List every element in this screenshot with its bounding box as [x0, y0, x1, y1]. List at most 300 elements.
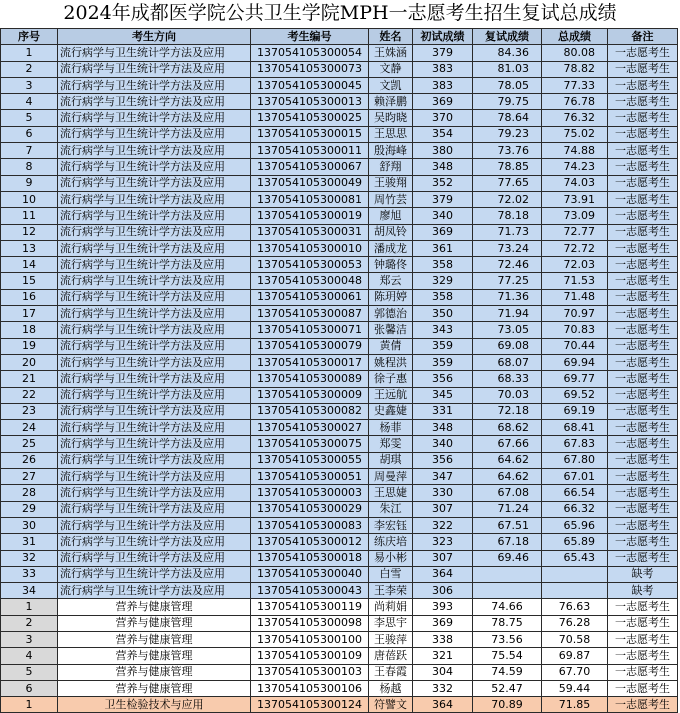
retest-score-cell: 77.65	[473, 175, 542, 191]
total-score-cell: 67.80	[542, 452, 608, 468]
total-score-cell: 74.23	[542, 159, 608, 175]
name-cell: 史鑫婕	[369, 403, 413, 419]
name-cell: 王思婕	[369, 485, 413, 501]
initial-score-cell: 306	[413, 583, 473, 599]
seq-cell: 3	[1, 631, 58, 647]
retest-score-cell: 64.62	[473, 469, 542, 485]
table-row	[1, 403, 678, 419]
table-row	[1, 648, 678, 664]
name-cell: 黄倩	[369, 338, 413, 354]
direction-cell: 流行病学与卫生统计学方法及应用	[58, 110, 251, 126]
note-cell: 一志愿考生	[608, 61, 678, 77]
note-cell: 一志愿考生	[608, 697, 678, 713]
total-score-cell: 75.02	[542, 126, 608, 142]
note-cell: 一志愿考生	[608, 240, 678, 256]
initial-score-cell: 307	[413, 501, 473, 517]
seq-cell: 17	[1, 306, 58, 322]
table-row	[1, 387, 678, 403]
seq-cell: 23	[1, 403, 58, 419]
exam-id-cell: 137054105300017	[251, 354, 369, 370]
note-cell: 一志愿考生	[608, 664, 678, 680]
name-cell: 周曼萍	[369, 469, 413, 485]
initial-score-cell: 354	[413, 126, 473, 142]
table-row	[1, 371, 678, 387]
retest-score-cell: 68.33	[473, 371, 542, 387]
total-score-cell: 71.85	[542, 697, 608, 713]
retest-score-cell: 74.59	[473, 664, 542, 680]
name-cell: 王姝涵	[369, 45, 413, 61]
direction-cell: 流行病学与卫生统计学方法及应用	[58, 94, 251, 110]
seq-cell: 9	[1, 175, 58, 191]
direction-cell: 卫生检验技术与应用	[58, 697, 251, 713]
exam-id-cell: 137054105300061	[251, 289, 369, 305]
seq-cell: 32	[1, 550, 58, 566]
retest-score-cell: 73.56	[473, 631, 542, 647]
initial-score-cell: 379	[413, 191, 473, 207]
seq-cell: 5	[1, 110, 58, 126]
total-score-cell: 70.58	[542, 631, 608, 647]
direction-cell: 流行病学与卫生统计学方法及应用	[58, 77, 251, 93]
seq-cell: 6	[1, 680, 58, 696]
name-cell: 胡凤铃	[369, 224, 413, 240]
total-score-cell: 78.82	[542, 61, 608, 77]
total-score-cell: 66.54	[542, 485, 608, 501]
direction-cell: 流行病学与卫生统计学方法及应用	[58, 273, 251, 289]
exam-id-cell: 137054105300124	[251, 697, 369, 713]
note-cell: 一志愿考生	[608, 615, 678, 631]
exam-id-cell: 137054105300015	[251, 126, 369, 142]
table-row	[1, 501, 678, 517]
retest-score-cell: 71.73	[473, 224, 542, 240]
initial-score-cell: 361	[413, 240, 473, 256]
initial-score-cell: 332	[413, 680, 473, 696]
initial-score-cell: 329	[413, 273, 473, 289]
name-cell: 杨越	[369, 680, 413, 696]
direction-cell: 流行病学与卫生统计学方法及应用	[58, 517, 251, 533]
name-cell: 周竹芸	[369, 191, 413, 207]
exam-id-cell: 137054105300051	[251, 469, 369, 485]
header-direction: 考生方向	[58, 29, 251, 45]
name-cell: 廖旭	[369, 208, 413, 224]
note-cell: 一志愿考生	[608, 550, 678, 566]
table-row	[1, 61, 678, 77]
direction-cell: 流行病学与卫生统计学方法及应用	[58, 550, 251, 566]
total-score-cell: 67.83	[542, 436, 608, 452]
exam-id-cell: 137054105300067	[251, 159, 369, 175]
retest-score-cell: 71.24	[473, 501, 542, 517]
initial-score-cell: 340	[413, 208, 473, 224]
table-row	[1, 420, 678, 436]
seq-cell: 6	[1, 126, 58, 142]
note-cell: 一志愿考生	[608, 224, 678, 240]
retest-score-cell: 78.64	[473, 110, 542, 126]
name-cell: 胡琪	[369, 452, 413, 468]
initial-score-cell: 347	[413, 469, 473, 485]
total-score-cell: 71.48	[542, 289, 608, 305]
initial-score-cell: 323	[413, 534, 473, 550]
direction-cell: 流行病学与卫生统计学方法及应用	[58, 126, 251, 142]
exam-id-cell: 137054105300082	[251, 403, 369, 419]
table-row	[1, 697, 678, 713]
name-cell: 钟璐佟	[369, 257, 413, 273]
initial-score-cell: 340	[413, 436, 473, 452]
scores-table	[0, 28, 678, 713]
retest-score-cell: 69.46	[473, 550, 542, 566]
total-score-cell: 69.94	[542, 354, 608, 370]
retest-score-cell: 78.18	[473, 208, 542, 224]
note-cell: 一志愿考生	[608, 469, 678, 485]
table-row	[1, 306, 678, 322]
initial-score-cell: 307	[413, 550, 473, 566]
exam-id-cell: 137054105300040	[251, 566, 369, 582]
initial-score-cell: 369	[413, 94, 473, 110]
table-row	[1, 354, 678, 370]
initial-score-cell: 358	[413, 289, 473, 305]
note-cell: 一志愿考生	[608, 45, 678, 61]
direction-cell: 流行病学与卫生统计学方法及应用	[58, 501, 251, 517]
exam-id-cell: 137054105300075	[251, 436, 369, 452]
exam-id-cell: 137054105300025	[251, 110, 369, 126]
direction-cell: 营养与健康管理	[58, 631, 251, 647]
header-total-score: 总成绩	[542, 29, 608, 45]
direction-cell: 流行病学与卫生统计学方法及应用	[58, 224, 251, 240]
table-row	[1, 583, 678, 599]
retest-score-cell: 72.18	[473, 403, 542, 419]
initial-score-cell: 343	[413, 322, 473, 338]
table-row	[1, 534, 678, 550]
table-row	[1, 469, 678, 485]
retest-score-cell: 70.89	[473, 697, 542, 713]
retest-score-cell: 79.75	[473, 94, 542, 110]
retest-score-cell: 78.05	[473, 77, 542, 93]
exam-id-cell: 137054105300049	[251, 175, 369, 191]
exam-id-cell: 137054105300109	[251, 648, 369, 664]
note-cell: 一志愿考生	[608, 94, 678, 110]
seq-cell: 7	[1, 143, 58, 159]
retest-score-cell: 78.75	[473, 615, 542, 631]
table-row	[1, 77, 678, 93]
table-row	[1, 224, 678, 240]
table-row	[1, 240, 678, 256]
seq-cell: 2	[1, 615, 58, 631]
total-score-cell: 74.03	[542, 175, 608, 191]
retest-score-cell: 69.08	[473, 338, 542, 354]
seq-cell: 4	[1, 94, 58, 110]
retest-score-cell: 72.02	[473, 191, 542, 207]
note-cell: 一志愿考生	[608, 501, 678, 517]
table-row	[1, 680, 678, 696]
exam-id-cell: 137054105300071	[251, 322, 369, 338]
retest-score-cell: 64.62	[473, 452, 542, 468]
total-score-cell: 70.97	[542, 306, 608, 322]
exam-id-cell: 137054105300012	[251, 534, 369, 550]
note-cell: 一志愿考生	[608, 175, 678, 191]
initial-score-cell: 364	[413, 566, 473, 582]
table-row	[1, 517, 678, 533]
table-row	[1, 436, 678, 452]
note-cell: 一志愿考生	[608, 387, 678, 403]
exam-id-cell: 137054105300011	[251, 143, 369, 159]
note-cell: 一志愿考生	[608, 354, 678, 370]
name-cell: 朱江	[369, 501, 413, 517]
direction-cell: 营养与健康管理	[58, 615, 251, 631]
initial-score-cell: 380	[413, 143, 473, 159]
table-row	[1, 45, 678, 61]
name-cell: 王远航	[369, 387, 413, 403]
total-score-cell: 73.91	[542, 191, 608, 207]
seq-cell: 25	[1, 436, 58, 452]
table-row	[1, 452, 678, 468]
retest-score-cell: 52.47	[473, 680, 542, 696]
name-cell: 尚莉娟	[369, 599, 413, 615]
direction-cell: 流行病学与卫生统计学方法及应用	[58, 208, 251, 224]
note-cell: 一志愿考生	[608, 403, 678, 419]
note-cell: 一志愿考生	[608, 599, 678, 615]
total-score-cell: 65.96	[542, 517, 608, 533]
name-cell: 潘成龙	[369, 240, 413, 256]
total-score-cell: 76.28	[542, 615, 608, 631]
table-row	[1, 273, 678, 289]
direction-cell: 流行病学与卫生统计学方法及应用	[58, 306, 251, 322]
initial-score-cell: 304	[413, 664, 473, 680]
note-cell: 一志愿考生	[608, 208, 678, 224]
note-cell: 一志愿考生	[608, 322, 678, 338]
direction-cell: 流行病学与卫生统计学方法及应用	[58, 403, 251, 419]
direction-cell: 流行病学与卫生统计学方法及应用	[58, 257, 251, 273]
note-cell: 一志愿考生	[608, 648, 678, 664]
total-score-cell: 76.32	[542, 110, 608, 126]
table-row	[1, 208, 678, 224]
total-score-cell: 69.87	[542, 648, 608, 664]
direction-cell: 流行病学与卫生统计学方法及应用	[58, 420, 251, 436]
seq-cell: 19	[1, 338, 58, 354]
initial-score-cell: 330	[413, 485, 473, 501]
seq-cell: 4	[1, 648, 58, 664]
note-cell: 一志愿考生	[608, 273, 678, 289]
note-cell: 一志愿考生	[608, 257, 678, 273]
header-initial-score: 初试成绩	[413, 29, 473, 45]
exam-id-cell: 137054105300003	[251, 485, 369, 501]
direction-cell: 流行病学与卫生统计学方法及应用	[58, 485, 251, 501]
seq-cell: 20	[1, 354, 58, 370]
retest-score-cell: 67.51	[473, 517, 542, 533]
exam-id-cell: 137054105300009	[251, 387, 369, 403]
retest-score-cell: 81.03	[473, 61, 542, 77]
name-cell: 王骏萍	[369, 631, 413, 647]
seq-cell: 13	[1, 240, 58, 256]
name-cell: 王骏翔	[369, 175, 413, 191]
exam-id-cell: 137054105300019	[251, 208, 369, 224]
direction-cell: 流行病学与卫生统计学方法及应用	[58, 469, 251, 485]
name-cell: 吴昀晓	[369, 110, 413, 126]
table-row	[1, 191, 678, 207]
seq-cell: 34	[1, 583, 58, 599]
note-cell: 一志愿考生	[608, 485, 678, 501]
name-cell: 张馨洁	[369, 322, 413, 338]
table-row	[1, 143, 678, 159]
direction-cell: 营养与健康管理	[58, 599, 251, 615]
seq-cell: 12	[1, 224, 58, 240]
total-score-cell: 70.83	[542, 322, 608, 338]
total-score-cell: 67.70	[542, 664, 608, 680]
retest-score-cell: 71.36	[473, 289, 542, 305]
note-cell: 一志愿考生	[608, 436, 678, 452]
name-cell: 练庆培	[369, 534, 413, 550]
initial-score-cell: 322	[413, 517, 473, 533]
name-cell: 徐子惠	[369, 371, 413, 387]
seq-cell: 27	[1, 469, 58, 485]
exam-id-cell: 137054105300087	[251, 306, 369, 322]
seq-cell: 16	[1, 289, 58, 305]
total-score-cell: 71.53	[542, 273, 608, 289]
note-cell: 一志愿考生	[608, 452, 678, 468]
retest-score-cell: 73.05	[473, 322, 542, 338]
exam-id-cell: 137054105300045	[251, 77, 369, 93]
initial-score-cell: 364	[413, 697, 473, 713]
direction-cell: 流行病学与卫生统计学方法及应用	[58, 143, 251, 159]
seq-cell: 14	[1, 257, 58, 273]
table-row	[1, 289, 678, 305]
note-cell: 缺考	[608, 583, 678, 599]
direction-cell: 流行病学与卫生统计学方法及应用	[58, 436, 251, 452]
exam-id-cell: 137054105300031	[251, 224, 369, 240]
seq-cell: 33	[1, 566, 58, 582]
total-score-cell: 76.63	[542, 599, 608, 615]
direction-cell: 流行病学与卫生统计学方法及应用	[58, 159, 251, 175]
note-cell: 一志愿考生	[608, 159, 678, 175]
initial-score-cell: 383	[413, 61, 473, 77]
name-cell: 白雪	[369, 566, 413, 582]
exam-id-cell: 137054105300079	[251, 338, 369, 354]
direction-cell: 流行病学与卫生统计学方法及应用	[58, 534, 251, 550]
table-row	[1, 550, 678, 566]
total-score-cell: 68.41	[542, 420, 608, 436]
seq-cell: 11	[1, 208, 58, 224]
retest-score-cell: 68.62	[473, 420, 542, 436]
direction-cell: 流行病学与卫生统计学方法及应用	[58, 191, 251, 207]
direction-cell: 流行病学与卫生统计学方法及应用	[58, 387, 251, 403]
initial-score-cell: 383	[413, 77, 473, 93]
total-score-cell: 70.44	[542, 338, 608, 354]
initial-score-cell: 348	[413, 420, 473, 436]
name-cell: 郑云	[369, 273, 413, 289]
exam-id-cell: 137054105300098	[251, 615, 369, 631]
header-exam-id: 考生编号	[251, 29, 369, 45]
name-cell: 唐蓓跃	[369, 648, 413, 664]
initial-score-cell: 370	[413, 110, 473, 126]
note-cell: 一志愿考生	[608, 191, 678, 207]
initial-score-cell: 359	[413, 338, 473, 354]
note-cell: 一志愿考生	[608, 126, 678, 142]
initial-score-cell: 338	[413, 631, 473, 647]
direction-cell: 流行病学与卫生统计学方法及应用	[58, 583, 251, 599]
initial-score-cell: 348	[413, 159, 473, 175]
name-cell: 郑雯	[369, 436, 413, 452]
table-row	[1, 110, 678, 126]
seq-cell: 1	[1, 697, 58, 713]
retest-score-cell: 73.24	[473, 240, 542, 256]
seq-cell: 2	[1, 61, 58, 77]
name-cell: 姚程洪	[369, 354, 413, 370]
table-row	[1, 338, 678, 354]
direction-cell: 流行病学与卫生统计学方法及应用	[58, 240, 251, 256]
seq-cell: 3	[1, 77, 58, 93]
total-score-cell: 72.03	[542, 257, 608, 273]
retest-score-cell: 68.07	[473, 354, 542, 370]
total-score-cell: 72.77	[542, 224, 608, 240]
direction-cell: 流行病学与卫生统计学方法及应用	[58, 338, 251, 354]
initial-score-cell: 379	[413, 45, 473, 61]
seq-cell: 28	[1, 485, 58, 501]
name-cell: 殷海峰	[369, 143, 413, 159]
name-cell: 王春霞	[369, 664, 413, 680]
initial-score-cell: 356	[413, 371, 473, 387]
table-row	[1, 664, 678, 680]
exam-id-cell: 137054105300010	[251, 240, 369, 256]
exam-id-cell: 137054105300119	[251, 599, 369, 615]
direction-cell: 流行病学与卫生统计学方法及应用	[58, 452, 251, 468]
table-row	[1, 566, 678, 582]
table-row	[1, 94, 678, 110]
seq-cell: 10	[1, 191, 58, 207]
direction-cell: 营养与健康管理	[58, 648, 251, 664]
initial-score-cell: 359	[413, 354, 473, 370]
note-cell: 一志愿考生	[608, 289, 678, 305]
direction-cell: 流行病学与卫生统计学方法及应用	[58, 61, 251, 77]
header-retest-score: 复试成绩	[473, 29, 542, 45]
exam-id-cell: 137054105300055	[251, 452, 369, 468]
exam-id-cell: 137054105300043	[251, 583, 369, 599]
name-cell: 王思思	[369, 126, 413, 142]
note-cell: 一志愿考生	[608, 517, 678, 533]
note-cell: 一志愿考生	[608, 420, 678, 436]
initial-score-cell: 350	[413, 306, 473, 322]
seq-cell: 18	[1, 322, 58, 338]
name-cell: 李思宇	[369, 615, 413, 631]
total-score-cell	[542, 566, 608, 582]
total-score-cell: 59.44	[542, 680, 608, 696]
page-title: 2024年成都医学院公共卫生学院MPH一志愿考生招生复试总成绩	[63, 2, 617, 24]
name-cell: 杨菲	[369, 420, 413, 436]
initial-score-cell: 345	[413, 387, 473, 403]
total-score-cell: 73.09	[542, 208, 608, 224]
retest-score-cell: 75.54	[473, 648, 542, 664]
initial-score-cell: 331	[413, 403, 473, 419]
retest-score-cell: 72.46	[473, 257, 542, 273]
note-cell: 一志愿考生	[608, 143, 678, 159]
header-name: 姓名	[369, 29, 413, 45]
seq-cell: 30	[1, 517, 58, 533]
exam-id-cell: 137054105300027	[251, 420, 369, 436]
seq-cell: 26	[1, 452, 58, 468]
initial-score-cell: 358	[413, 257, 473, 273]
exam-id-cell: 137054105300081	[251, 191, 369, 207]
initial-score-cell: 356	[413, 452, 473, 468]
exam-id-cell: 137054105300029	[251, 501, 369, 517]
retest-score-cell: 74.66	[473, 599, 542, 615]
direction-cell: 营养与健康管理	[58, 664, 251, 680]
seq-cell: 22	[1, 387, 58, 403]
exam-id-cell: 137054105300054	[251, 45, 369, 61]
note-cell: 一志愿考生	[608, 631, 678, 647]
name-cell: 文静	[369, 61, 413, 77]
table-row	[1, 159, 678, 175]
table-row	[1, 257, 678, 273]
exam-id-cell: 137054105300089	[251, 371, 369, 387]
total-score-cell: 72.72	[542, 240, 608, 256]
table-row	[1, 615, 678, 631]
exam-id-cell: 137054105300106	[251, 680, 369, 696]
